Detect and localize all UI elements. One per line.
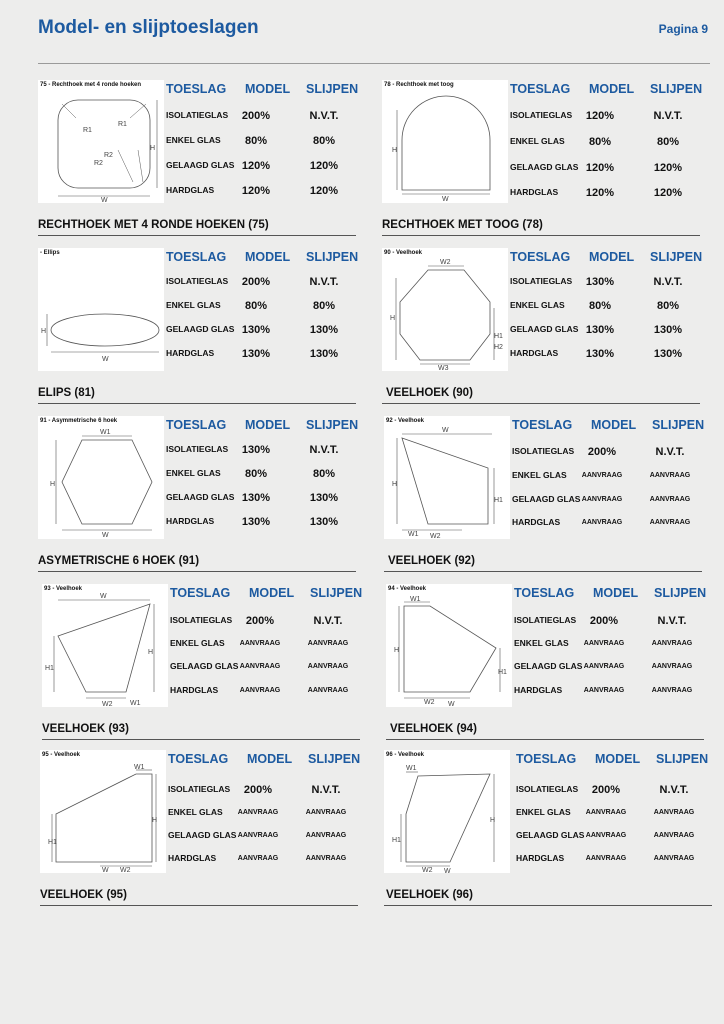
svg-text:W: W bbox=[444, 868, 451, 873]
table-row bbox=[512, 446, 712, 460]
col-header-model: MODEL bbox=[245, 82, 291, 96]
col-header-slijpen: SLIJPEN bbox=[306, 82, 359, 96]
glass-type-label: HARDGLAS bbox=[168, 853, 217, 863]
model-value: 80% bbox=[588, 136, 612, 148]
table-row bbox=[166, 468, 366, 482]
glass-type-label: ENKEL GLAS bbox=[170, 638, 225, 648]
glass-type-label: ENKEL GLAS bbox=[166, 135, 221, 145]
glass-type-label: GELAAGD GLAS bbox=[166, 492, 235, 502]
col-header-toeslag: TOESLAG bbox=[516, 752, 577, 766]
shape-card-91 bbox=[38, 416, 368, 576]
slijpen-value: 80% bbox=[656, 136, 680, 148]
shape-thumbnail bbox=[38, 416, 164, 539]
slijpen-value: 120% bbox=[309, 160, 339, 172]
model-value: 120% bbox=[241, 160, 271, 172]
shape-thumbnail bbox=[382, 80, 508, 203]
col-header-model: MODEL bbox=[245, 250, 291, 264]
shape-caption: VEELHOEK (94) bbox=[390, 723, 477, 735]
shape-drawing bbox=[382, 248, 508, 371]
model-value: AANVRAAG bbox=[239, 687, 281, 694]
svg-text:W: W bbox=[102, 867, 109, 873]
svg-text:W3: W3 bbox=[438, 365, 449, 371]
slijpen-value: N.V.T. bbox=[309, 110, 339, 122]
thumbnail-label: 75 - Rechthoek met 4 ronde hoeken bbox=[40, 82, 142, 88]
model-value: 120% bbox=[585, 110, 615, 122]
slijpen-value: N.V.T. bbox=[659, 784, 689, 796]
slijpen-value: N.V.T. bbox=[653, 276, 683, 288]
svg-text:W1: W1 bbox=[130, 700, 141, 707]
glass-type-label: GELAAGD GLAS bbox=[510, 162, 579, 172]
caption-divider bbox=[384, 571, 702, 572]
glass-type-label: ISOLATIEGLAS bbox=[510, 276, 573, 286]
glass-type-label: GELAAGD GLAS bbox=[510, 324, 579, 334]
shape-thumbnail bbox=[386, 584, 512, 707]
model-value: 120% bbox=[585, 162, 615, 174]
glass-type-label: HARDGLAS bbox=[170, 685, 219, 695]
model-value: 130% bbox=[241, 444, 271, 456]
svg-text:H1: H1 bbox=[48, 839, 57, 846]
slijpen-value: AANVRAAG bbox=[653, 832, 695, 839]
thumbnail-label: 91 - Asymmetrische 6 hoek bbox=[40, 418, 118, 424]
shape-card-81 bbox=[38, 248, 368, 408]
table-row bbox=[166, 135, 366, 149]
slijpen-value: AANVRAAG bbox=[307, 687, 349, 694]
glass-type-label: GELAAGD GLAS bbox=[166, 160, 235, 170]
table-row bbox=[170, 661, 370, 675]
slijpen-value: 130% bbox=[653, 324, 683, 336]
slijpen-value: N.V.T. bbox=[309, 444, 339, 456]
svg-text:H1: H1 bbox=[494, 497, 503, 504]
shape-caption: VEELHOEK (92) bbox=[388, 555, 475, 567]
col-header-slijpen: SLIJPEN bbox=[306, 250, 359, 264]
model-value: 130% bbox=[585, 276, 615, 288]
col-header-slijpen: SLIJPEN bbox=[650, 250, 703, 264]
model-value: AANVRAAG bbox=[237, 809, 279, 816]
slijpen-value: AANVRAAG bbox=[305, 855, 347, 862]
shape-thumbnail bbox=[38, 248, 164, 371]
shape-drawing bbox=[38, 80, 164, 203]
shape-caption: RECHTHOEK MET TOOG (78) bbox=[382, 219, 543, 231]
slijpen-value: AANVRAAG bbox=[651, 640, 693, 647]
model-value: 200% bbox=[591, 784, 621, 796]
caption-divider bbox=[382, 235, 700, 236]
table-row bbox=[166, 160, 366, 174]
svg-text:W2: W2 bbox=[422, 867, 433, 873]
svg-text:W2: W2 bbox=[430, 533, 441, 539]
thumbnail-label: 96 - Veelhoek bbox=[386, 752, 425, 758]
caption-divider bbox=[382, 403, 700, 404]
svg-text:H1: H1 bbox=[392, 837, 401, 844]
col-header-toeslag: TOESLAG bbox=[166, 82, 227, 96]
slijpen-value: 130% bbox=[309, 324, 339, 336]
slijpen-value: N.V.T. bbox=[313, 615, 343, 627]
shape-caption: VEELHOEK (90) bbox=[386, 387, 473, 399]
slijpen-value: 80% bbox=[312, 300, 336, 312]
col-header-model: MODEL bbox=[589, 82, 635, 96]
glass-type-label: ENKEL GLAS bbox=[516, 807, 571, 817]
col-header-slijpen: SLIJPEN bbox=[652, 418, 705, 432]
svg-text:W2: W2 bbox=[440, 259, 451, 266]
col-header-toeslag: TOESLAG bbox=[168, 752, 229, 766]
model-value: 200% bbox=[587, 446, 617, 458]
table-row bbox=[166, 492, 366, 506]
model-value: AANVRAAG bbox=[237, 832, 279, 839]
col-header-model: MODEL bbox=[589, 250, 635, 264]
col-header-toeslag: TOESLAG bbox=[512, 418, 573, 432]
svg-text:H1: H1 bbox=[45, 665, 54, 672]
svg-text:H: H bbox=[41, 328, 47, 335]
model-value: 120% bbox=[585, 187, 615, 199]
model-value: 200% bbox=[245, 615, 275, 627]
slijpen-value: AANVRAAG bbox=[653, 809, 695, 816]
shape-drawing bbox=[42, 584, 168, 707]
svg-text:W1: W1 bbox=[100, 429, 111, 436]
shape-card-90 bbox=[382, 248, 712, 408]
slijpen-value: 80% bbox=[656, 300, 680, 312]
shape-drawing bbox=[386, 584, 512, 707]
glass-type-label: HARDGLAS bbox=[512, 517, 561, 527]
svg-text:W: W bbox=[101, 197, 108, 203]
slijpen-value: AANVRAAG bbox=[305, 809, 347, 816]
table-row bbox=[514, 685, 714, 699]
table-row bbox=[512, 517, 712, 531]
svg-text:W: W bbox=[448, 701, 455, 707]
glass-type-label: ISOLATIEGLAS bbox=[512, 446, 575, 456]
model-value: AANVRAAG bbox=[581, 496, 623, 503]
table-row bbox=[166, 444, 366, 458]
shape-drawing bbox=[38, 416, 164, 539]
slijpen-value: AANVRAAG bbox=[307, 640, 349, 647]
table-row bbox=[516, 853, 716, 867]
slijpen-value: N.V.T. bbox=[311, 784, 341, 796]
slijpen-value: 130% bbox=[309, 348, 339, 360]
model-value: 200% bbox=[243, 784, 273, 796]
caption-divider bbox=[384, 905, 712, 906]
caption-divider bbox=[42, 739, 360, 740]
table-row bbox=[168, 853, 368, 867]
caption-divider bbox=[38, 571, 356, 572]
glass-type-label: ENKEL GLAS bbox=[512, 470, 567, 480]
glass-type-label: HARDGLAS bbox=[166, 185, 215, 195]
shape-thumbnail bbox=[384, 750, 510, 873]
table-row bbox=[168, 830, 368, 844]
table-row bbox=[166, 110, 366, 124]
table-row bbox=[510, 300, 710, 314]
table-row bbox=[516, 830, 716, 844]
svg-text:W2: W2 bbox=[424, 699, 435, 706]
glass-type-label: ISOLATIEGLAS bbox=[170, 615, 233, 625]
glass-type-label: HARDGLAS bbox=[510, 348, 559, 358]
slijpen-value: AANVRAAG bbox=[651, 663, 693, 670]
svg-text:W: W bbox=[102, 532, 109, 539]
thumbnail-label: 92 - Veelhoek bbox=[386, 418, 425, 424]
glass-type-label: ISOLATIEGLAS bbox=[166, 444, 229, 454]
svg-text:H2: H2 bbox=[494, 344, 503, 351]
svg-text:W2: W2 bbox=[102, 701, 113, 707]
table-row bbox=[514, 638, 714, 652]
table-row bbox=[510, 276, 710, 290]
svg-text:R2: R2 bbox=[104, 152, 113, 159]
model-value: 130% bbox=[241, 516, 271, 528]
col-header-model: MODEL bbox=[593, 586, 639, 600]
table-row bbox=[512, 494, 712, 508]
thumbnail-label: 90 - Veelhoek bbox=[384, 250, 423, 256]
glass-type-label: ISOLATIEGLAS bbox=[166, 110, 229, 120]
table-row bbox=[170, 615, 370, 629]
table-row bbox=[510, 110, 710, 124]
model-value: AANVRAAG bbox=[581, 472, 623, 479]
col-header-toeslag: TOESLAG bbox=[166, 250, 227, 264]
svg-text:H: H bbox=[390, 315, 396, 322]
svg-text:R2: R2 bbox=[94, 160, 103, 167]
shape-drawing bbox=[40, 750, 166, 873]
model-value: 120% bbox=[241, 185, 271, 197]
header-divider bbox=[38, 63, 710, 64]
shape-caption: VEELHOEK (96) bbox=[386, 889, 473, 901]
svg-text:H1: H1 bbox=[494, 333, 503, 340]
slijpen-value: N.V.T. bbox=[657, 615, 687, 627]
slijpen-value: 120% bbox=[653, 162, 683, 174]
svg-text:W1: W1 bbox=[134, 764, 145, 771]
slijpen-value: AANVRAAG bbox=[307, 663, 349, 670]
model-value: 130% bbox=[241, 348, 271, 360]
svg-text:H1: H1 bbox=[498, 669, 507, 676]
shape-card-78 bbox=[382, 80, 712, 240]
slijpen-value: AANVRAAG bbox=[653, 855, 695, 862]
col-header-toeslag: TOESLAG bbox=[514, 586, 575, 600]
table-row bbox=[166, 300, 366, 314]
glass-type-label: ISOLATIEGLAS bbox=[166, 276, 229, 286]
table-row bbox=[170, 638, 370, 652]
shape-drawing bbox=[38, 248, 164, 371]
svg-text:H: H bbox=[392, 147, 398, 154]
glass-type-label: HARDGLAS bbox=[166, 516, 215, 526]
glass-type-label: ENKEL GLAS bbox=[514, 638, 569, 648]
caption-divider bbox=[38, 235, 356, 236]
slijpen-value: N.V.T. bbox=[309, 276, 339, 288]
slijpen-value: 130% bbox=[309, 492, 339, 504]
col-header-slijpen: SLIJPEN bbox=[656, 752, 709, 766]
col-header-slijpen: SLIJPEN bbox=[310, 586, 363, 600]
model-value: 130% bbox=[241, 324, 271, 336]
table-row bbox=[168, 784, 368, 798]
model-value: 80% bbox=[244, 300, 268, 312]
model-value: AANVRAAG bbox=[585, 809, 627, 816]
svg-text:H: H bbox=[490, 817, 496, 824]
model-value: AANVRAAG bbox=[585, 832, 627, 839]
slijpen-value: 130% bbox=[309, 516, 339, 528]
glass-type-label: ENKEL GLAS bbox=[168, 807, 223, 817]
slijpen-value: AANVRAAG bbox=[651, 687, 693, 694]
svg-text:W2: W2 bbox=[120, 867, 131, 873]
svg-text:W: W bbox=[100, 593, 107, 600]
col-header-slijpen: SLIJPEN bbox=[654, 586, 707, 600]
table-row bbox=[170, 685, 370, 699]
caption-divider bbox=[38, 403, 356, 404]
glass-type-label: ISOLATIEGLAS bbox=[168, 784, 231, 794]
table-row bbox=[510, 187, 710, 201]
svg-text:H: H bbox=[152, 817, 158, 824]
thumbnail-label: 95 - Veelhoek bbox=[42, 752, 81, 758]
shape-caption: VEELHOEK (93) bbox=[42, 723, 129, 735]
caption-divider bbox=[386, 739, 704, 740]
thumbnail-label: 93 - Veelhoek bbox=[44, 586, 83, 592]
slijpen-value: N.V.T. bbox=[653, 110, 683, 122]
col-header-slijpen: SLIJPEN bbox=[306, 418, 359, 432]
svg-text:W1: W1 bbox=[410, 596, 421, 603]
page-number: Pagina 9 bbox=[658, 22, 708, 36]
col-header-toeslag: TOESLAG bbox=[166, 418, 227, 432]
col-header-slijpen: SLIJPEN bbox=[308, 752, 361, 766]
shape-card-94 bbox=[386, 584, 716, 744]
slijpen-value: AANVRAAG bbox=[649, 496, 691, 503]
glass-type-label: ENKEL GLAS bbox=[166, 468, 221, 478]
shape-caption: ASYMETRISCHE 6 HOEK (91) bbox=[38, 555, 200, 567]
model-value: AANVRAAG bbox=[583, 687, 625, 694]
table-row bbox=[510, 136, 710, 150]
svg-text:H: H bbox=[148, 649, 154, 656]
glass-type-label: HARDGLAS bbox=[510, 187, 559, 197]
glass-type-label: ISOLATIEGLAS bbox=[514, 615, 577, 625]
glass-type-label: GELAAGD GLAS bbox=[170, 661, 239, 671]
glass-type-label: ENKEL GLAS bbox=[510, 300, 565, 310]
table-row bbox=[166, 324, 366, 338]
model-value: 200% bbox=[241, 276, 271, 288]
shape-card-93 bbox=[42, 584, 372, 744]
model-value: 200% bbox=[241, 110, 271, 122]
model-value: 80% bbox=[244, 135, 268, 147]
table-row bbox=[166, 185, 366, 199]
svg-text:H: H bbox=[392, 481, 398, 488]
svg-text:W: W bbox=[442, 196, 449, 203]
col-header-model: MODEL bbox=[249, 586, 295, 600]
thumbnail-label: 78 - Rechthoek met toog bbox=[384, 82, 454, 88]
glass-type-label: HARDGLAS bbox=[516, 853, 565, 863]
shape-caption: VEELHOEK (95) bbox=[40, 889, 127, 901]
slijpen-value: AANVRAAG bbox=[649, 472, 691, 479]
model-value: AANVRAAG bbox=[585, 855, 627, 862]
table-row bbox=[516, 807, 716, 821]
col-header-toeslag: TOESLAG bbox=[510, 250, 571, 264]
slijpen-value: 130% bbox=[653, 348, 683, 360]
slijpen-value: 120% bbox=[653, 187, 683, 199]
table-row bbox=[168, 807, 368, 821]
shape-card-75 bbox=[38, 80, 368, 240]
model-value: 130% bbox=[241, 492, 271, 504]
slijpen-value: AANVRAAG bbox=[649, 519, 691, 526]
shape-card-95 bbox=[40, 750, 370, 910]
glass-type-label: GELAAGD GLAS bbox=[166, 324, 235, 334]
glass-type-label: HARDGLAS bbox=[166, 348, 215, 358]
table-row bbox=[166, 348, 366, 362]
glass-type-label: GELAAGD GLAS bbox=[514, 661, 583, 671]
svg-text:W1: W1 bbox=[408, 531, 419, 538]
slijpen-value: 80% bbox=[312, 135, 336, 147]
col-header-model: MODEL bbox=[591, 418, 637, 432]
svg-text:W1: W1 bbox=[406, 765, 417, 772]
glass-type-label: GELAAGD GLAS bbox=[516, 830, 585, 840]
caption-divider bbox=[40, 905, 358, 906]
model-value: 130% bbox=[585, 324, 615, 336]
svg-text:H: H bbox=[50, 481, 56, 488]
model-value: AANVRAAG bbox=[239, 663, 281, 670]
svg-text:R1: R1 bbox=[83, 127, 92, 134]
glass-type-label: HARDGLAS bbox=[514, 685, 563, 695]
thumbnail-label: - Ellips bbox=[40, 250, 60, 256]
shape-card-96 bbox=[384, 750, 714, 910]
glass-type-label: ENKEL GLAS bbox=[166, 300, 221, 310]
glass-type-label: ISOLATIEGLAS bbox=[510, 110, 573, 120]
model-value: 80% bbox=[244, 468, 268, 480]
shape-drawing bbox=[382, 80, 508, 203]
thumbnail-label: 94 - Veelhoek bbox=[388, 586, 427, 592]
shape-drawing bbox=[384, 416, 510, 539]
model-value: 80% bbox=[588, 300, 612, 312]
shape-caption: ELIPS (81) bbox=[38, 387, 95, 399]
table-row bbox=[512, 470, 712, 484]
table-row bbox=[516, 784, 716, 798]
table-row bbox=[510, 348, 710, 362]
col-header-slijpen: SLIJPEN bbox=[650, 82, 703, 96]
table-row bbox=[510, 324, 710, 338]
col-header-toeslag: TOESLAG bbox=[510, 82, 571, 96]
shape-caption: RECHTHOEK MET 4 RONDE HOEKEN (75) bbox=[38, 219, 269, 231]
svg-text:W: W bbox=[442, 427, 449, 434]
model-value: AANVRAAG bbox=[583, 663, 625, 670]
shape-thumbnail bbox=[40, 750, 166, 873]
table-row bbox=[166, 276, 366, 290]
shape-thumbnail bbox=[38, 80, 164, 203]
model-value: AANVRAAG bbox=[581, 519, 623, 526]
col-header-model: MODEL bbox=[247, 752, 293, 766]
col-header-model: MODEL bbox=[245, 418, 291, 432]
glass-type-label: ISOLATIEGLAS bbox=[516, 784, 579, 794]
table-row bbox=[166, 516, 366, 530]
shape-card-92 bbox=[384, 416, 714, 576]
table-row bbox=[510, 162, 710, 176]
model-value: AANVRAAG bbox=[583, 640, 625, 647]
svg-text:H: H bbox=[394, 647, 400, 654]
glass-type-label: ENKEL GLAS bbox=[510, 136, 565, 146]
shape-thumbnail bbox=[382, 248, 508, 371]
slijpen-value: 80% bbox=[312, 468, 336, 480]
col-header-toeslag: TOESLAG bbox=[170, 586, 231, 600]
model-value: 130% bbox=[585, 348, 615, 360]
shape-thumbnail bbox=[384, 416, 510, 539]
model-value: AANVRAAG bbox=[237, 855, 279, 862]
model-value: 200% bbox=[589, 615, 619, 627]
table-row bbox=[514, 661, 714, 675]
glass-type-label: GELAAGD GLAS bbox=[168, 830, 237, 840]
svg-text:R1: R1 bbox=[118, 121, 127, 128]
model-value: AANVRAAG bbox=[239, 640, 281, 647]
glass-type-label: GELAAGD GLAS bbox=[512, 494, 581, 504]
shape-thumbnail bbox=[42, 584, 168, 707]
table-row bbox=[514, 615, 714, 629]
svg-text:W: W bbox=[102, 356, 109, 363]
slijpen-value: AANVRAAG bbox=[305, 832, 347, 839]
page-title: Model- en slijptoeslagen bbox=[38, 17, 259, 38]
svg-text:H: H bbox=[150, 145, 156, 152]
slijpen-value: 120% bbox=[309, 185, 339, 197]
shape-drawing bbox=[384, 750, 510, 873]
col-header-model: MODEL bbox=[595, 752, 641, 766]
slijpen-value: N.V.T. bbox=[655, 446, 685, 458]
